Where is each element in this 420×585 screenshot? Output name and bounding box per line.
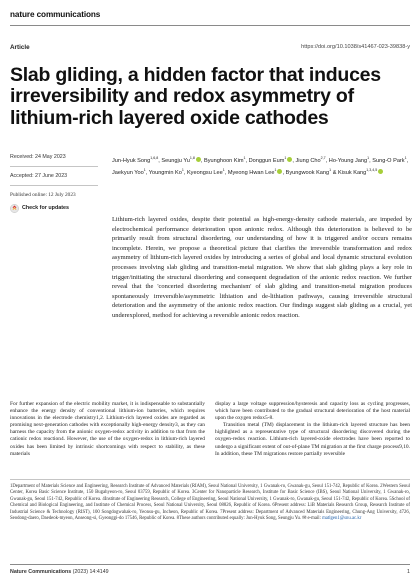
author-affiliation-marker: 1 — [143, 168, 146, 173]
author-affiliation-marker: 1,3,4,5 — [366, 168, 378, 173]
author-affiliation-marker: 1 — [181, 168, 184, 173]
body-paragraph: display a large voltage suppression/hysteresis and capacity loss as cycling progresses, which have been contributed to the gradual structural deterioration of the host material upon the oxygen redox5-8. — [215, 401, 410, 422]
author-name[interactable]: Jaekyun Yoo$^1$ — [112, 168, 146, 177]
author-list: Jun-Hyuk Song$^{1,6,8}$, Seungju Yu$^{1,8}$ , Byunghoon Kim$^1$, Donggun Eum$^1$ , Jiung Cho$^{2,7}$, Ho-Young Jang$^1$, Sung-O Park$^1$, Jaekyun Yoo$^1$, Youngmin Ko$^1$, Kyeongsu Lee$^1$, Myeong Hwan Lee$^1$ , Byungwook Kang$^1$ & Kisuk Kang$^{1,3,4,5}$ — [112, 156, 409, 177]
header-divider — [10, 25, 410, 26]
author-affiliation-marker: 1 — [274, 168, 277, 173]
author-affiliation-marker: 1 — [404, 156, 407, 160]
author-affiliation-marker: 1 — [284, 156, 287, 160]
email-prefix: e-mail: — [307, 516, 323, 522]
doi-link[interactable]: https://doi.org/10.1038/s41467-023-39838-y — [301, 44, 410, 50]
meta-divider — [10, 166, 98, 167]
footer-volume: (2023) 14:4149 — [72, 569, 109, 575]
author-name[interactable]: Sung-O Park$^1$ — [372, 156, 407, 164]
article-type-label: Article — [10, 44, 30, 51]
author-affiliation-marker: 1 — [367, 156, 370, 160]
author-name[interactable]: Kyeongsu Lee$^1$ — [186, 168, 225, 177]
received-date: Received: 24 May 2023 — [10, 154, 66, 160]
author-name[interactable]: Donggun Eum$^1$ — [249, 158, 293, 164]
author-name[interactable]: Myeong Hwan Lee$^1$ — [228, 170, 283, 176]
author-name[interactable]: Seungju Yu$^{1,8}$ — [161, 158, 201, 164]
email-link[interactable]: matlgen1@snu.ac.kr — [322, 516, 362, 522]
body-column-left — [10, 401, 205, 458]
author-name[interactable]: Byungwook Kang$^1$ — [285, 168, 332, 177]
author-name[interactable]: Youngmin Ko$^1$ — [148, 168, 184, 177]
author-affiliation-marker: 1,8 — [189, 156, 195, 160]
check-for-updates-button[interactable] — [10, 203, 69, 213]
meta-divider — [10, 185, 98, 186]
abstract: Lithium-rich layered oxides, despite their potential as high-energy-density cathode materials, are impeded by electrochemical performance deterioration upon anionic redox. Although this deterioration is believed to be primarily result from structural disordering, our understanding of how it is triggered and/or occurs remains incomplete. Herein, we propose a theoretical picture that clarifies the irreversible transformation and redox asymmetry of lithium-rich layered oxides by introducing a series of global and local dynamic structural evolution processes involving slab gliding and transition-metal migration. We show that slab gliding plays a key role in trigger/initiating the structural disordering and consequent degradation of the anionic redox reaction. We further reveal that the 'concerted disordering mechanism' of slab gliding and transition-metal migration produces spontaneously irreversible/asymmetric lithiation and de-lithiation pathways, causing irreversible structural deterioration and the asymmetry of the anionic redox reaction. Our findings suggest slab gliding as a crucial, yet underexplored, method for achieving a reversible anionic redox reaction. — [112, 216, 412, 319]
published-date: Published online: 12 July 2023 — [10, 192, 76, 198]
body-paragraph: For further expansion of the electric mobility market, it is indispensable to substantially enhance the energy density of conventional lithium-ion batteries, which requires innovations in the electrode chemistry1,2. Lithium-rich layered oxides are regarded as promising next-generation cathodes with exceptionally high-energy density3, as they can harness the capacity from the anionic oxygen-redox activity in addition to that from the cationic redox reaction4. However, the use of the oxygen-redox in lithium-rich layered oxides has been limited by intrinsic shortcomings with respect to stability, as these materials — [10, 401, 205, 457]
accepted-date: Accepted: 27 June 2023 — [10, 173, 68, 179]
page-number: 1 — [407, 569, 410, 575]
footer-journal: Nature Communications — [10, 569, 72, 575]
author-affiliation-marker: 1 — [222, 168, 225, 173]
body-text — [10, 401, 410, 458]
orcid-icon[interactable] — [196, 157, 201, 162]
author-affiliation-marker: 2,7 — [320, 156, 326, 160]
orcid-icon[interactable] — [287, 157, 292, 162]
author-affiliation-marker: 1 — [329, 168, 332, 173]
body-paragraph: Transition metal (TM) displacement in the lithium-rich layered structure has been highlighted as a representative type of structural disordering discovered during the oxygen-redox reaction. Lithium-rich layered-oxide electrodes have been reported to undergo a significant extent of out-of-plane TM migration at the first charge process9,10. In addition, these TM migrations restore partially reversible — [215, 422, 410, 457]
affiliations-footnote — [10, 484, 410, 522]
author-name[interactable]: Kisuk Kang$^{1,3,4,5}$ — [338, 170, 383, 176]
email-icon: ✉ — [302, 516, 307, 522]
footer-divider — [10, 564, 410, 565]
author-affiliation-marker: 1,6,8 — [150, 156, 159, 160]
body-column-right — [215, 401, 410, 458]
author-affiliation-marker: 1 — [243, 156, 246, 160]
orcid-icon[interactable] — [378, 169, 383, 174]
orcid-icon[interactable] — [277, 169, 282, 174]
author-name[interactable]: Jun-Hyuk Song$^{1,6,8}$ — [112, 156, 159, 164]
check-updates-icon — [10, 204, 19, 213]
journal-name[interactable]: nature communications — [10, 10, 101, 19]
author-name[interactable]: Jiung Cho$^{2,7}$ — [295, 156, 326, 164]
footnote-divider — [10, 479, 410, 480]
article-title: Slab gliding, a hidden factor that induces irreversibility and redox asymmetry of lithium-rich layered oxide cathodes — [10, 64, 381, 129]
author-name[interactable]: Ho-Young Jang$^1$ — [328, 156, 370, 164]
check-updates-label: Check for updates — [22, 205, 70, 211]
author-name[interactable]: Byunghoon Kim$^1$ — [203, 156, 246, 164]
affiliations-text: 1Department of Materials Science and Engineering, Research Institute of Advanced Materials (RIAM), Seoul National University, 1 Gwanak-ro, Gwanak-gu, Seoul 151-742, Republic of Korea. 2Western Seoul Center, Korea Basic Science Institute, 150 Bugahyeon-ro, Seoul 03759, Republic of Korea. 3Center for Nanoparticle Research, Institute for Basic Science (IBS), Seoul National University, 1 Gwanak-ro, Gwanak-gu, Seoul 151-742, Republic of Korea. 4Institute of Engineering Research, College of Engineering, Seoul National University, 1 Gwanak-ro, Gwanak-gu, Seoul 151-742, Republic of Korea. 5School of Chemical and Biological Engineering, and Institute of Chemical Process, Seoul National University, Seoul 08826, Republic of Korea. 6Present address: LiB Materials Research Group, Research Institute of Industrial Science & Technology (RIST), 100 Songdogwahak-ro, Yeonsu-gu, Incheon, Republic of Korea. 7Present address: Department of Advanced Materials Engineering, Chung-Ang University, 4726, Seodong-daero, Daedeok-myeon, Anseong-si, Gyeonggi-do 17546, Republic of Korea. 8These authors contributed equally: Jun-Hyuk Song, Seungju Yu. — [10, 484, 410, 522]
footer-citation — [10, 569, 109, 575]
